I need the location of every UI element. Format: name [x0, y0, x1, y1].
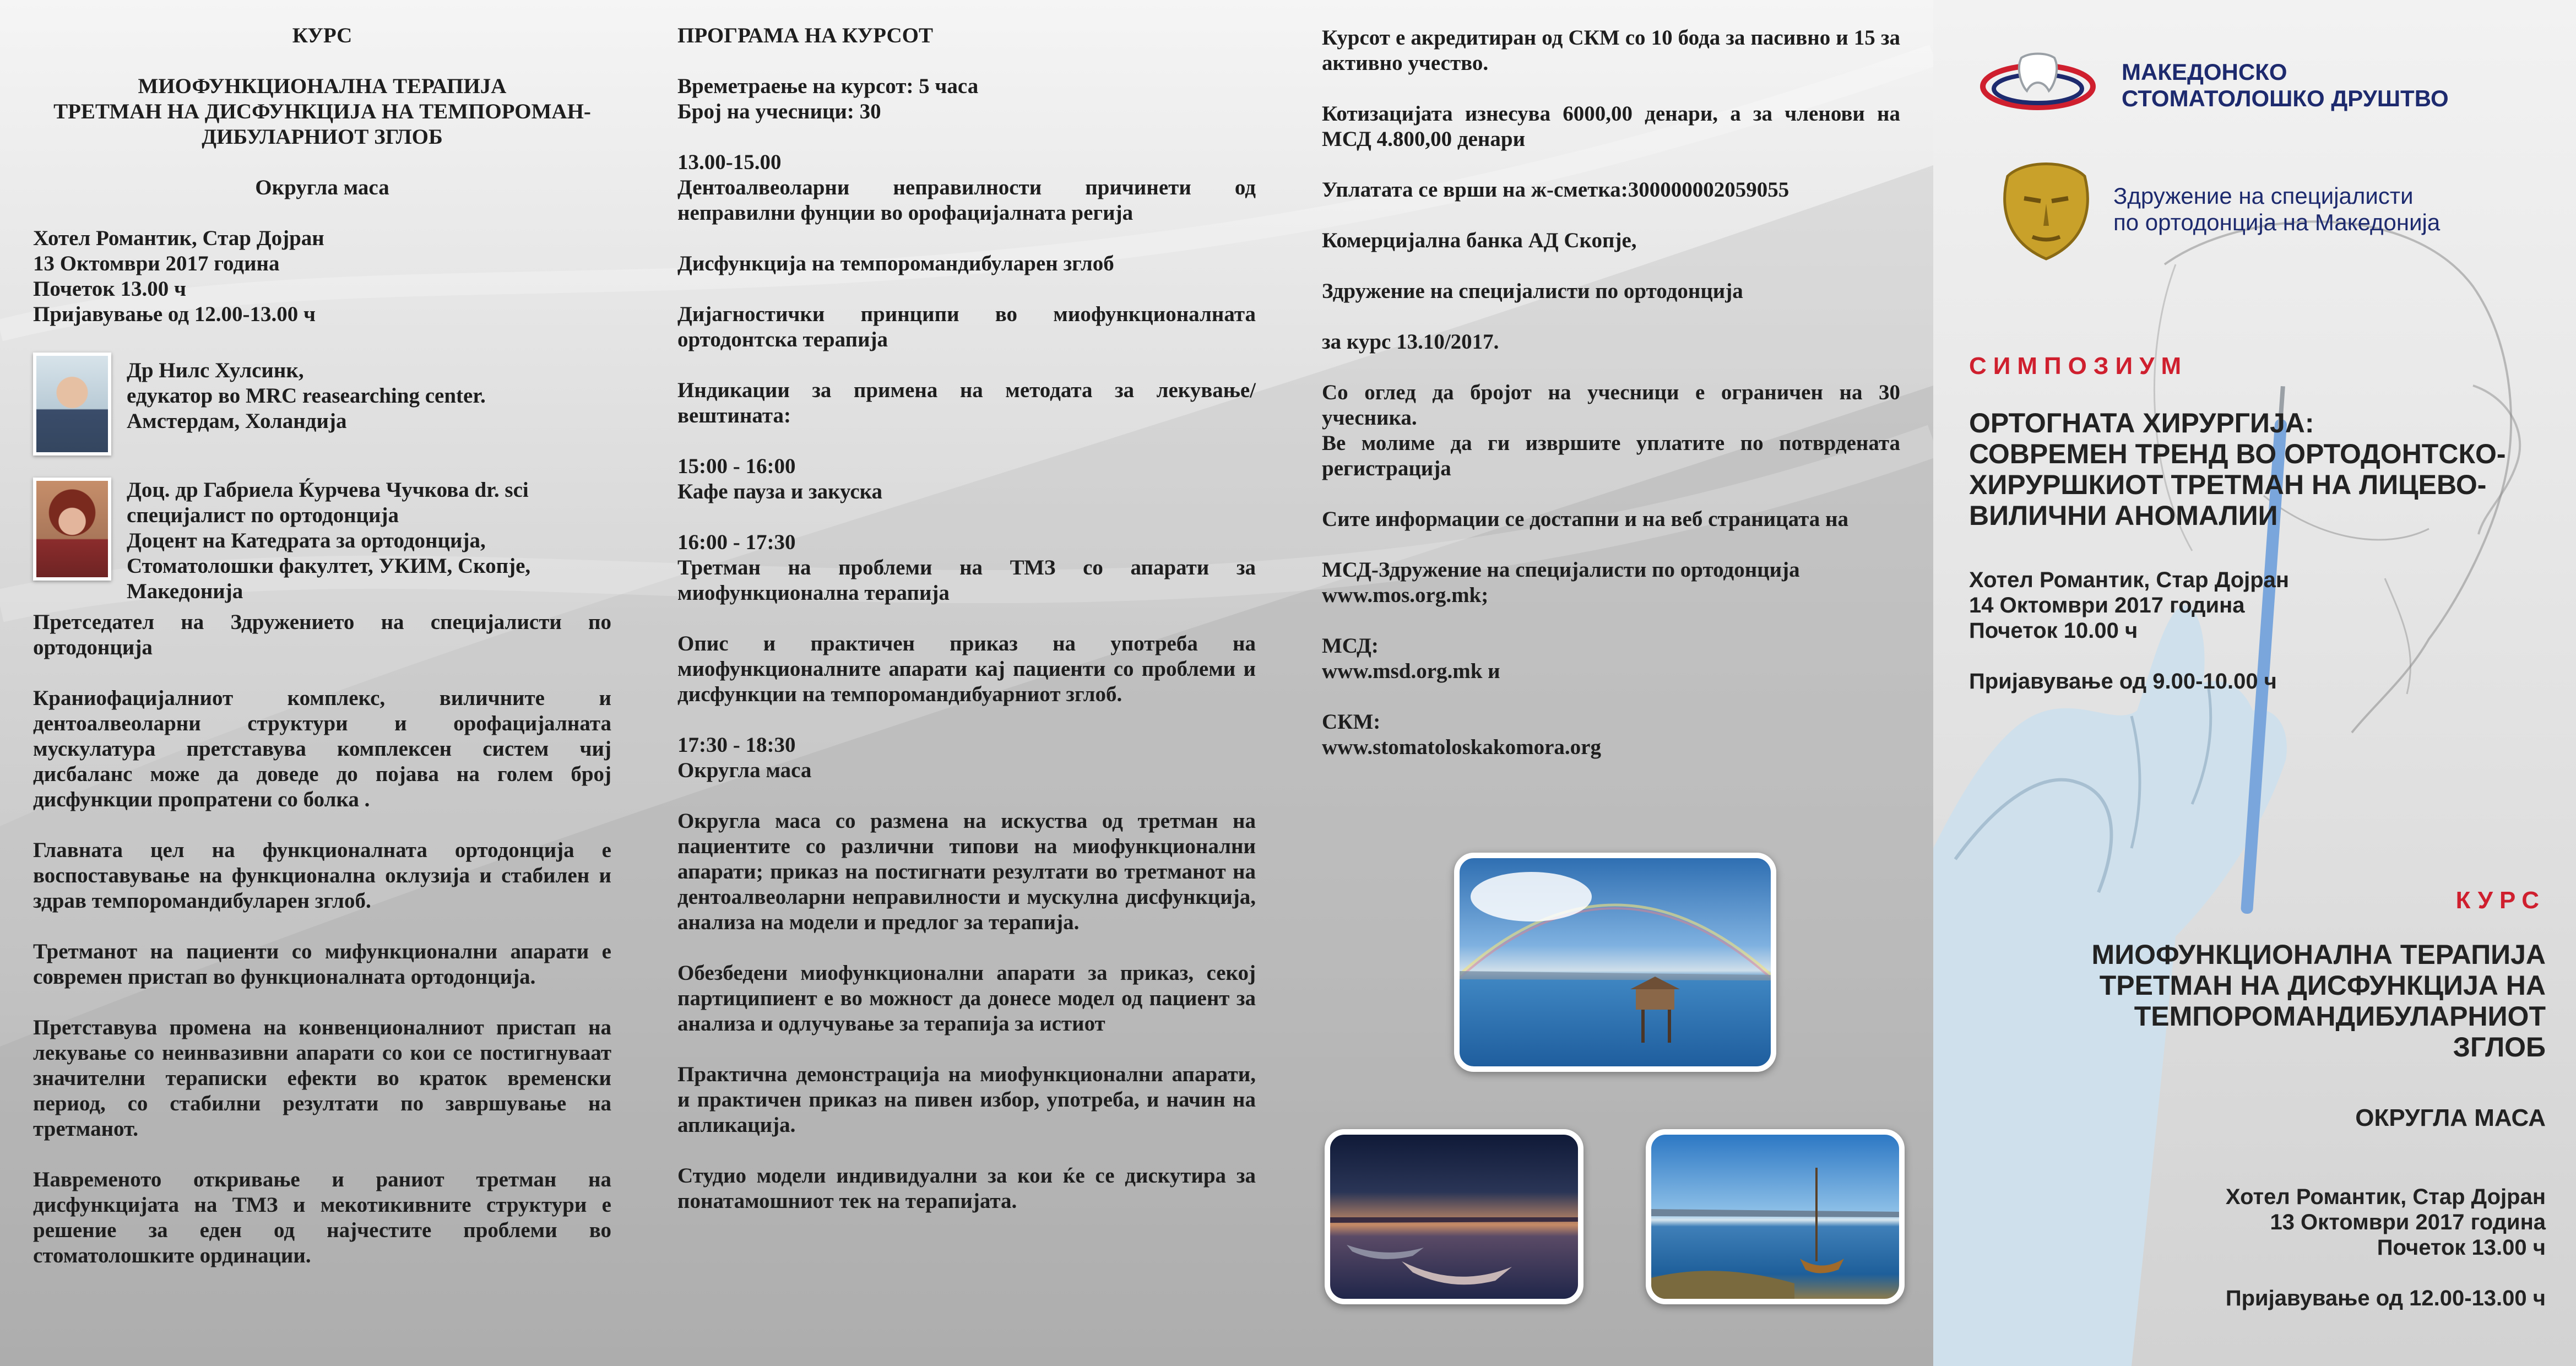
org-link-label: СКМ:: [1322, 710, 1381, 734]
symposium-title-line: ВИЛИЧНИ АНОМАЛИИ: [1969, 500, 2278, 531]
lake-photo-art: [1651, 1135, 1899, 1299]
lake-photo-rainbow: [1454, 853, 1776, 1072]
speaker-role: едукатор во MRC reasearching center.: [127, 384, 486, 408]
symposium-venue: Хотел Романтик, Стар Дојран: [1969, 568, 2290, 592]
speaker-name: Доц. др Габриела Ќурчева Чучкова dr. sci: [127, 478, 529, 502]
round-table-label: ОКРУГЛА МАСА: [2355, 1104, 2546, 1131]
duration: Времетраење на курсот: 5 часа: [677, 74, 979, 98]
org-name-line: СТОМАТОЛОШКО ДРУШТВО: [2122, 85, 2449, 111]
program-item: Дијагностички принципи во миофункционалната ортодонтска терапија: [677, 302, 1256, 351]
org-mds: [1977, 52, 2449, 118]
course-date: 13 Октомври 2017 година: [2270, 1210, 2546, 1234]
course-title: [1951, 939, 2546, 1063]
symposium-date: 14 Октомври 2017 година: [1969, 593, 2245, 617]
participants: Број на учесници: 30: [677, 100, 881, 123]
symposium-registration: Пријавување од 9.00-10.00 ч: [1969, 669, 2277, 693]
lake-photo-art: [1330, 1135, 1578, 1299]
speaker-location: Амстердам, Холандија: [127, 409, 347, 433]
paragraph: Студио модели индивидуални за кои ќе се дискутира за понатамошниот тек на терапијата.: [677, 1164, 1256, 1213]
program-item: Дентоалвеоларни неправилности причинети од неправилни фунции во орофацијалната регија: [677, 176, 1256, 225]
payment-reference: за курс 13.10/2017.: [1322, 330, 1499, 354]
symposium-start: Почеток 10.00 ч: [1969, 619, 2138, 643]
org-name-line: Здружение на специјалисти: [2113, 183, 2414, 209]
org-orthodontists-name: [2113, 183, 2440, 236]
course-title-line: ЗГЛОБ: [2453, 1032, 2546, 1063]
org-name-line: по ортодонција на Македонија: [2113, 209, 2441, 235]
website-link[interactable]: www.mos.org.mk;: [1322, 583, 1489, 607]
speaker-location: Македонија: [127, 579, 243, 603]
course-title-line: ТРЕТМАН НА ДИСФУНКЦИЈА НА: [2099, 970, 2546, 1001]
org-name-line: МАКЕДОНСКО: [2122, 59, 2287, 85]
org-mds-name: [2122, 59, 2449, 112]
golden-mask-logo-icon: [1991, 154, 2101, 264]
course-title-line: МИОФУНКЦИОНАЛНА ТЕРАПИЈА: [138, 74, 507, 98]
bank-name: Комерцијална банка АД Скопје,: [1322, 229, 1637, 252]
mds-logo-icon: [1977, 52, 2109, 118]
paragraph: Краниофацијалниот комплекс, виличните и дентоалвеоларни структури и орофацијалната мускулатура претставува комплексен систем чиј дисбаланс може да доведе до појава на голем број дисфункции пропратени со болка .: [33, 686, 611, 811]
time-slot: 17:30 - 18:30: [677, 733, 796, 757]
course-label: КУРС: [2455, 887, 2546, 914]
time-slot: 13.00-15.00: [677, 150, 782, 174]
symposium-info: [1969, 567, 2289, 694]
course-subtitle: Округла маса: [255, 176, 389, 199]
course-venue: Хотел Романтик, Стар Дојран: [2225, 1185, 2546, 1209]
org-orthodontists: [1991, 154, 2440, 264]
symposium-title-line: СОВРЕМЕН ТРЕНД ВО ОРТОДОНТСКО-: [1969, 438, 2506, 469]
program-heading: ПРОГРАМА НА КУРСОТ: [677, 24, 933, 47]
start-time: Почеток 13.00 ч: [33, 277, 186, 301]
paragraph: Практична демонстрација на миофункционални апарати, и практичен приказ на пивен избор, употреба, и начин на апликација.: [677, 1063, 1256, 1137]
paragraph: Со оглед да бројот на учесници е ограничен на 30 учесника.: [1322, 381, 1900, 430]
speaker-details: [127, 478, 530, 604]
program-item: Кафе пауза и закуска: [677, 480, 883, 503]
cover-panel: [1933, 0, 2576, 1366]
paragraph: Претседател на Здружението на специјалисти по ортодонција: [33, 610, 611, 659]
time-slot: 16:00 - 17:30: [677, 530, 796, 554]
paragraph: Ве молиме да ги извршите уплатите по потврдената регистрација: [1322, 431, 1900, 480]
org-link-label: МСД-Здружение на специјалисти по ортодонција: [1322, 558, 1800, 582]
venue: Хотел Романтик, Стар Дојран: [33, 226, 324, 250]
course-start: Почеток 13.00 ч: [2377, 1235, 2546, 1260]
org-link-label: МСД:: [1322, 634, 1379, 658]
symposium-title-line: ОРТОГНАТА ХИРУРГИЈА:: [1969, 408, 2314, 438]
lake-photo-day-boat: [1646, 1129, 1905, 1304]
program-item: Опис и практичен приказ на употреба на миофункционалните апарати кај пациенти со проблеми и дисфункции на темпоромандибуарниот зглоб.: [677, 632, 1256, 706]
speaker-photo: [33, 478, 111, 581]
course-registration: Пријавување од 12.00-13.00 ч: [2225, 1286, 2546, 1310]
course-title-line: ТЕМПОРОМАНДИБУЛАРНИОТ: [2134, 1001, 2546, 1032]
website-link[interactable]: www.msd.org.mk и: [1322, 659, 1500, 683]
paragraph: Обезбедени миофункционални апарати за приказ, секој партиципиент е во можност да донесе модел од пациент за анализа и одлучување за терапија за истиот: [677, 961, 1256, 1036]
time-slot: 15:00 - 16:00: [677, 454, 796, 478]
course-title-line: ТРЕТМАН НА ДИСФУНКЦИЈА НА ТЕМПОРОМАН-: [53, 100, 591, 123]
lake-photo-sunset-boats: [1325, 1129, 1583, 1304]
speaker-photo: [33, 353, 111, 456]
program-item: Округла маса: [677, 758, 812, 782]
symposium-title-line: ХИРУРШКИОТ ТРЕТМАН НА ЛИЦЕВО-: [1969, 469, 2487, 500]
course-info: [2226, 1184, 2546, 1311]
registration-time: Пријавување од 12.00-13.00 ч: [33, 302, 316, 326]
speaker-role: специјалист по ортодонција: [127, 503, 399, 527]
paragraph: Навременото откривање и раниот третман на дисфункцијата на ТМЗ и мекотикивните структури е решение за еден од најчестите проблеми во стоматолошките ординации.: [33, 1168, 611, 1267]
paragraph: Сите информации се достапни и на веб страницата на: [1322, 507, 1848, 531]
symposium-title: [1969, 408, 2553, 531]
speaker-details: [127, 353, 486, 434]
speaker-role: Стоматолошки факултет, УКИМ, Скопје,: [127, 554, 531, 578]
fee: Котизацијата изнесува 6000,00 денари, а за членови на МСД 4.800,00 денари: [1322, 102, 1900, 151]
website-link[interactable]: www.stomatoloskakomora.org: [1322, 735, 1601, 759]
payee: Здружение на специјалисти по ортодонција: [1322, 279, 1743, 303]
panel-info: [1322, 25, 1900, 760]
speaker-card: [33, 478, 611, 604]
panel-course-intro: [33, 23, 611, 1294]
speaker-card: [33, 353, 611, 456]
course-label: КУРС: [292, 24, 352, 47]
course-title-line: ДИБУЛАРНИОТ ЗГЛОБ: [202, 125, 443, 149]
lake-photo-art: [1460, 858, 1771, 1066]
program-item: Дисфункција на темпоромандибуларен зглоб: [677, 252, 1114, 275]
paragraph: Третманот на пациенти со мифункционални апарати е современ пристап во функционалната ортодонција.: [33, 940, 611, 989]
course-title-line: МИОФУНКЦИОНАЛНА ТЕРАПИЈА: [2091, 939, 2546, 970]
paragraph: Главната цел на функционалната ортодонција е воспоставување на функционална оклузија и стабилен и здрав темпоромандибуларен зглоб.: [33, 838, 611, 913]
bank-account: Уплатата се врши на ж-сметка:300000002059055: [1322, 178, 1789, 202]
program-item: Третман на проблеми на ТМЗ со апарати за миофункционална терапија: [677, 556, 1256, 605]
accreditation: Курсот е акредитиран од СКМ со 10 бода за пасивно и 15 за активно учество.: [1322, 26, 1900, 75]
program-item: Индикации за примена на методата за лекување/вештината:: [677, 378, 1256, 427]
paragraph: Округла маса со размена на искуства од третман на пациентите со различни типови на миофункционални апарати; приказ на постигнати резултати во третманот на дентоалвеоларни неправилности и мускулна дисфункција, анализа на модели и предлог за терапија.: [677, 809, 1256, 934]
date: 13 Октомври 2017 година: [33, 252, 280, 275]
symposium-label: СИМПОЗИУМ: [1969, 353, 2188, 380]
speaker-role: Доцент на Катедрата за ортодонција,: [127, 529, 486, 552]
speaker-name: Др Нилс Хулсинк,: [127, 359, 304, 382]
panel-program: [677, 23, 1256, 1239]
paragraph: Претставува промена на конвенционалниот пристап на лекување со неинвазивни апарати со кои се постигнуваат значителни тераписки ефекти во краток временски период, со стабилни резултати по завршување на третманот.: [33, 1016, 611, 1141]
